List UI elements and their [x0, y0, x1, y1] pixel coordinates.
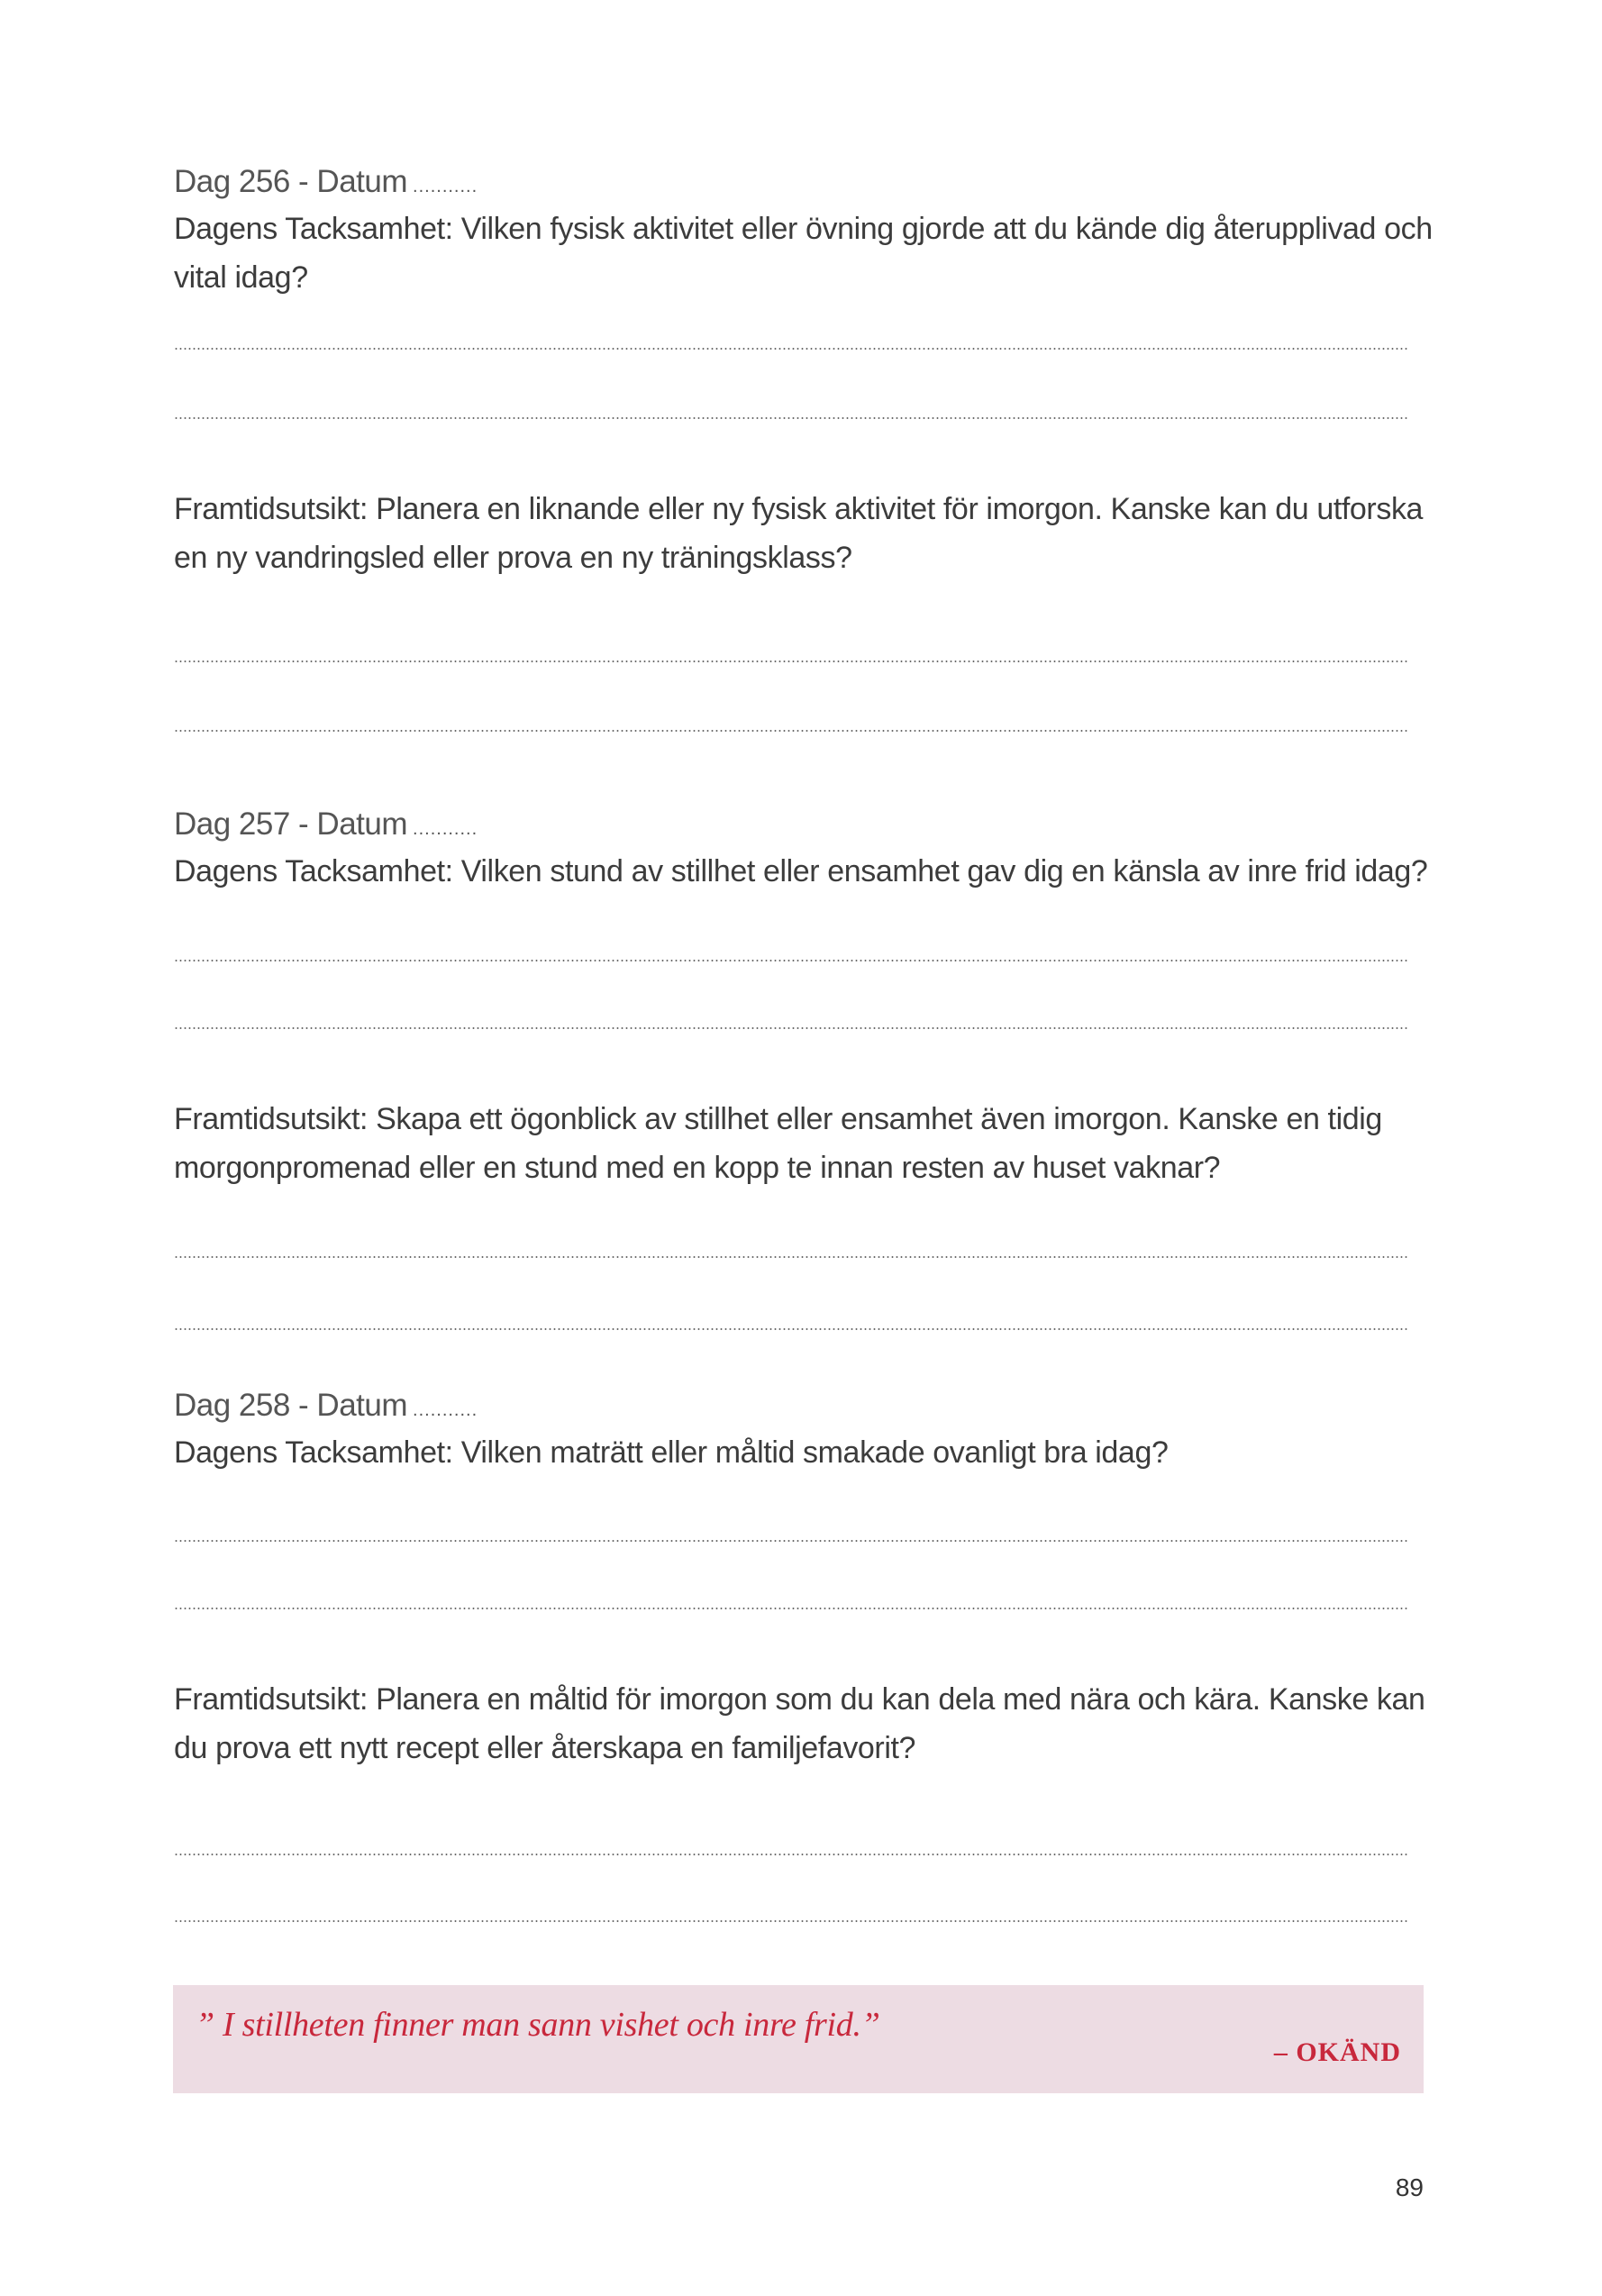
day-258-date-dots: ........... [413, 1400, 478, 1420]
day-256-title-label: Dag 256 - Datum [174, 164, 408, 199]
day-257-date-dots: ........... [413, 819, 478, 839]
page-number: 89 [1395, 2173, 1424, 2201]
day-257-gratitude: Dagens Tacksamhet: Vilken stund av stillhet eller ensamhet gav dig en känsla av inre frid idag? [174, 854, 1428, 888]
day-258-gratitude: Dagens Tacksamhet: Vilken maträtt eller måltid smakade ovanligt bra idag? [174, 1435, 1169, 1470]
day-258-title-label: Dag 258 - Datum [174, 1388, 408, 1423]
write-line [174, 348, 1408, 350]
quote-box [173, 1985, 1424, 2093]
day-258-title [174, 1381, 478, 1435]
write-line [174, 1920, 1408, 1922]
write-line [174, 1256, 1408, 1258]
write-line [174, 730, 1408, 732]
write-line [174, 1854, 1408, 1855]
write-line [174, 1328, 1408, 1330]
write-line [174, 1608, 1408, 1609]
quote-text: ” I stillheten finner man sann vishet och inre frid.” [196, 2006, 880, 2044]
write-line [174, 1027, 1408, 1029]
day-257-title [174, 800, 478, 853]
write-line [174, 1540, 1408, 1542]
day-256-title [174, 158, 478, 211]
day-258-outlook: Framtidsutsikt: Planera en måltid för imorgon som du kan dela med nära och kära. Kanske kan du prova ett nytt recept eller återskapa en familjefavorit? [174, 1682, 1425, 1765]
day-257-title-label: Dag 257 - Datum [174, 806, 408, 842]
quote-author: – OKÄND [1273, 2037, 1401, 2067]
day-256-outlook: Framtidsutsikt: Planera en liknande eller ny fysisk aktivitet för imorgon. Kanske kan du utforska en ny vandringsled eller prova en ny träningsklass? [174, 492, 1424, 575]
day-257-outlook: Framtidsutsikt: Skapa ett ögonblick av stillhet eller ensamhet även imorgon. Kanske en tidig morgonpromenad eller en stund med en kopp te innan resten av huset vaknar? [174, 1102, 1382, 1185]
day-256-date-dots: ........... [413, 177, 478, 196]
write-line [174, 960, 1408, 961]
write-line [174, 661, 1408, 662]
write-line [174, 417, 1408, 419]
day-256-gratitude: Dagens Tacksamhet: Vilken fysisk aktivitet eller övning gjorde att du kände dig återupplivad och vital idag? [174, 212, 1433, 295]
